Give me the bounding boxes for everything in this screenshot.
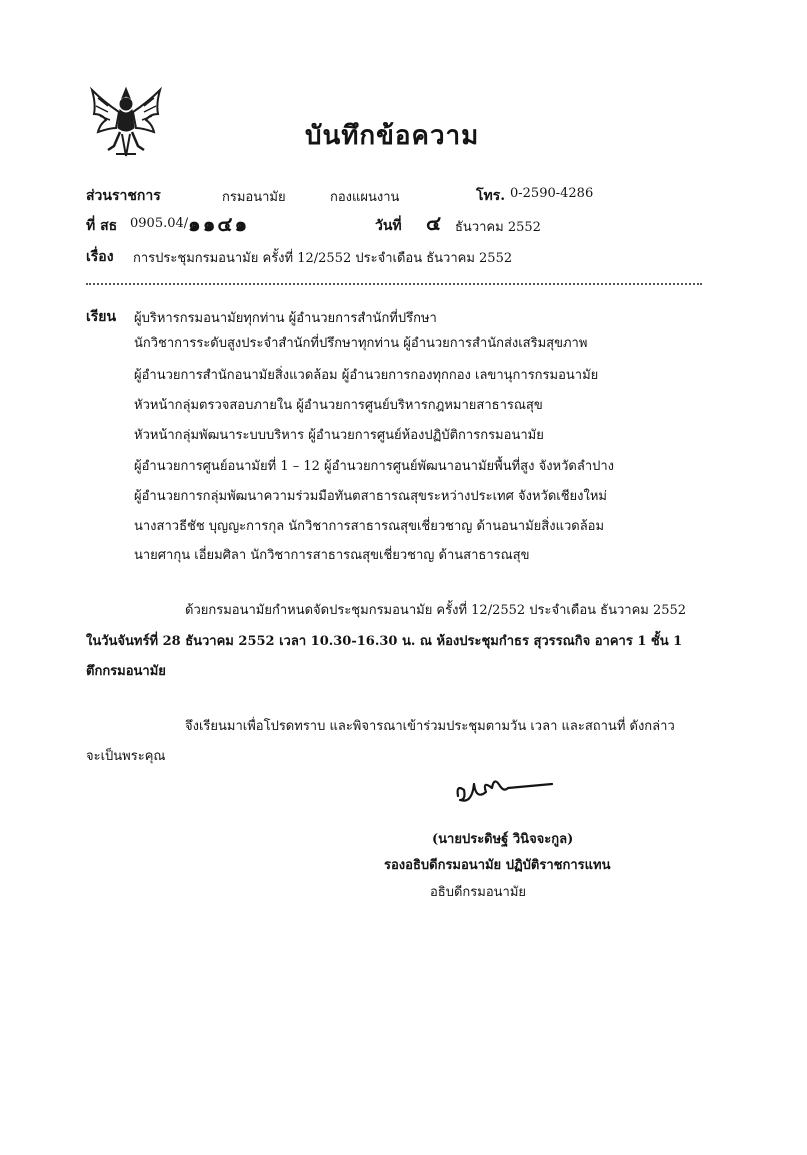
body-paragraph-2-line-1: จึงเรียนมาเพื่อโปรดทราบ และพิจารณาเข้าร่วมประชุมตามวัน เวลา และสถานที่ ดังกล่าว: [185, 719, 675, 734]
page-title: บันทึกข้อความ: [305, 121, 480, 151]
separator-dotted-line: [86, 283, 702, 285]
garuda-icon: [86, 84, 166, 164]
addressee-line: นายศากุน เอี่ยมศิลา นักวิชาการสาธารณสุขเชี่ยวชาญ ด้านสาธารณสุข: [134, 548, 530, 563]
addressee-line: ผู้อำนวยการศูนย์อนามัยที่ 1 – 12 ผู้อำนวยการศูนย์พัฒนาอนามัยพื้นที่สูง จังหวัดลำปาง: [134, 459, 615, 474]
body-paragraph-2-line-2: จะเป็นพระคุณ: [86, 749, 166, 764]
handwritten-signature: [452, 770, 562, 810]
phone-label: โทร.: [476, 188, 506, 204]
addressee-line: ผู้อำนวยการสำนักอนามัยสิ่งแวดล้อม ผู้อำนวยการกองทุกกอง เลขานุการกรมอนามัย: [134, 368, 599, 383]
date-month-year: ธันวาคม 2552: [455, 220, 541, 235]
ref-handwritten-number: ๑๑๔๑: [188, 212, 250, 236]
signature-icon: [452, 770, 562, 810]
subject-text: การประชุมกรมอนามัย ครั้งที่ 12/2552 ประจำเดือน ธันวาคม 2552: [133, 251, 513, 266]
dept-org: กรมอนามัย: [222, 190, 286, 205]
body-paragraph-1-line-2: ในวันจันทร์ที่ 28 ธันวาคม 2552 เวลา 10.30-16.30 น. ณ ห้องประชุมกำธร สุวรรณกิจ อาคาร 1 ชั้น 1: [86, 634, 683, 649]
addressee-label: เรียน: [86, 309, 117, 325]
signer-position-1: รองอธิบดีกรมอนามัย ปฏิบัติราชการแทน: [384, 858, 611, 873]
addressee-line: ผู้อำนวยการกลุ่มพัฒนาความร่วมมือทันตสาธารณสุขระหว่างประเทศ จังหวัดเชียงใหม่: [134, 489, 608, 504]
phone-number: 0-2590-4286: [510, 186, 594, 201]
ref-label: ที่ สธ: [86, 218, 118, 234]
date-day-handwritten: ๔: [426, 211, 444, 235]
garuda-emblem: [86, 84, 166, 164]
date-label: วันที่: [375, 218, 402, 234]
dept-division: กองแผนงาน: [330, 190, 400, 205]
addressee-line: นางสาวธีชัช บุญญะการกุล นักวิชาการสาธารณสุขเชี่ยวชาญ ด้านอนามัยสิ่งแวดล้อม: [134, 519, 605, 534]
addressee-line: ผู้บริหารกรมอนามัยทุกท่าน ผู้อำนวยการสำนักที่ปรึกษา: [134, 311, 437, 326]
addressee-line: นักวิชาการระดับสูงประจำสำนักที่ปรึกษาทุกท่าน ผู้อำนวยการสำนักส่งเสริมสุขภาพ: [134, 336, 588, 351]
subject-label: เรื่อง: [86, 249, 114, 265]
addressee-line: หัวหน้ากลุ่มพัฒนาระบบบริหาร ผู้อำนวยการศูนย์ห้องปฏิบัติการกรมอนามัย: [134, 428, 544, 443]
signer-name: (นายประดิษฐ์ วินิจจะกูล): [432, 832, 574, 847]
body-paragraph-1-line-3: ตึกกรมอนามัย: [86, 664, 166, 679]
signer-position-2: อธิบดีกรมอนามัย: [430, 885, 527, 900]
body-paragraph-1-line-1: ด้วยกรมอนามัยกำหนดจัดประชุมกรมอนามัย ครั้งที่ 12/2552 ประจำเดือน ธันวาคม 2552: [185, 603, 687, 618]
addressee-line: หัวหน้ากลุ่มตรวจสอบภายใน ผู้อำนวยการศูนย์บริหารกฎหมายสาธารณสุข: [134, 398, 543, 413]
ref-prefix: 0905.04/: [130, 216, 189, 231]
dept-label: ส่วนราชการ: [86, 188, 161, 204]
